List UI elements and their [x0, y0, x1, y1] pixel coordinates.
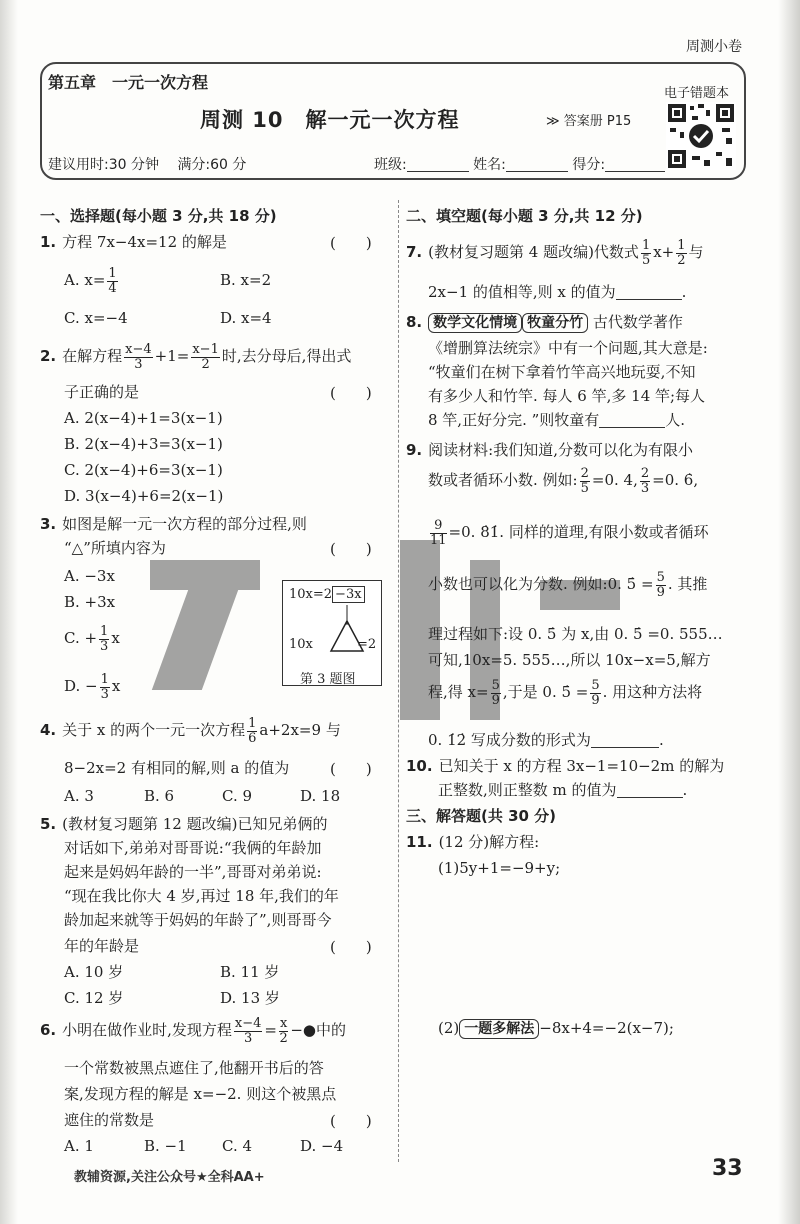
q9-answer-blank[interactable] [591, 734, 659, 748]
q5-line5: 龄加起来就等于妈妈的年龄了”,则哥哥今 [64, 911, 332, 929]
score-label: 得分: [572, 157, 606, 173]
q6-line4: 遮住的常数是 [64, 1111, 155, 1129]
q1-option-d[interactable]: D. x=4 [220, 309, 272, 327]
q3-option-d[interactable]: D. − $\frac{1}{3}$ x [64, 671, 121, 702]
full-score: 满分:60 分 [177, 157, 247, 173]
q1-option-a[interactable]: A. x= $\frac{1}{4}$ [64, 265, 117, 296]
q5-line4: “现在我比你大 4 岁,再过 18 年,我们的年 [64, 887, 339, 905]
q3-option-a[interactable]: A. −3x [64, 567, 115, 585]
name-field[interactable] [506, 158, 568, 172]
q3-answer-paren[interactable]: ( ) [330, 540, 372, 558]
q1-option-c[interactable]: C. x=−4 [64, 309, 128, 327]
chapter-title: 第五章 一元一次方程 [48, 73, 209, 92]
page-title: 周测 10 解一元一次方程 [200, 108, 460, 132]
q2-answer-paren[interactable]: ( ) [330, 384, 372, 402]
q10-answer-blank[interactable] [617, 784, 683, 798]
triangle-icon [323, 605, 373, 665]
q8-line2: 《增删算法统宗》中有一个问题,其大意是: [428, 339, 708, 357]
q5-option-c[interactable]: C. 12 岁 [64, 989, 124, 1007]
score-field[interactable] [605, 158, 665, 172]
q4-option-a[interactable]: A. 3 [64, 787, 94, 805]
page-shadow-right [778, 0, 800, 1224]
q7-line2: 2x−1 的值相等,则 x 的值为 . [428, 283, 687, 301]
q1-option-b[interactable]: B. x=2 [220, 271, 272, 289]
q6-option-a[interactable]: A. 1 [64, 1137, 94, 1155]
qr-label: 电子错题本 [664, 86, 730, 101]
q10-line2: 正整数,则正整数 m 的值为 . [438, 781, 688, 799]
q5-option-d[interactable]: D. 13 岁 [220, 989, 280, 1007]
q4-option-b[interactable]: B. 6 [144, 787, 175, 805]
q9-line8: 0. 1̇2̇ 写成分数的形式为 . [428, 731, 664, 749]
q9-stem: 9. 阅读材料:我们知道,分数可以化为有限小 [406, 441, 693, 459]
q6-option-b[interactable]: B. −1 [144, 1137, 187, 1155]
q3-stem: 3. 如图是解一元一次方程的部分过程,则 [40, 515, 307, 533]
q11-part2: (2) 一题多解法 −8x+4=−2(x−7); [438, 1019, 674, 1037]
q5-stem: 5. (教材复习题第 12 题改编)已知兄弟俩的 [40, 815, 328, 833]
name-label: 姓名: [473, 157, 506, 173]
q2-option-d[interactable]: D. 3(x−4)+6=2(x−1) [64, 487, 224, 505]
q7-answer-blank[interactable] [616, 286, 682, 300]
q2-stem: 2. 在解方程 $\frac{x-4}{3}$ +1= $\frac{x-1}{2}$ 时,去分母后,得出式 [40, 341, 352, 372]
footer-promo: 教辅资源,关注公众号★全科AA+ [74, 1170, 265, 1185]
page-shadow-left [0, 0, 18, 1224]
q4-option-d[interactable]: D. 18 [300, 787, 341, 805]
q5-option-b[interactable]: B. 11 岁 [220, 963, 280, 981]
watermark-shape [150, 560, 260, 590]
q8-answer-blank[interactable] [599, 414, 665, 428]
q3-option-b[interactable]: B. +3x [64, 593, 116, 611]
watermark-shape [152, 590, 238, 690]
q9-line2: 数或者循环小数. 例如: $\frac{2}{5}$ =0. 4, $\frac{2}{3}$ =0. 6̇, [428, 465, 699, 496]
fig-eq-left: 10x [289, 637, 313, 652]
class-label: 班级: [374, 157, 407, 173]
section2-title: 二、填空题(每小题 3 分,共 12 分) [406, 207, 643, 225]
q9-line7: 程,得 x= $\frac{5}{9}$ ,于是 0. 5̇ = $\frac{5}{9}$ . 用这种方法将 [428, 677, 703, 708]
q3-option-c[interactable]: C. + $\frac{1}{3}$ x [64, 623, 120, 654]
q11-stem: 11. (12 分)解方程: [406, 833, 540, 851]
class-field[interactable] [407, 158, 469, 172]
section1-title: 一、选择题(每小题 3 分,共 18 分) [40, 207, 277, 225]
q7-stem: 7. (教材复习题第 4 题改编)代数式 $\frac{1}{5}$ x+ $\frac{1}{2}$ 与 [406, 237, 704, 268]
q6-answer-paren[interactable]: ( ) [330, 1112, 372, 1130]
q10-stem: 10. 已知关于 x 的方程 3x−1=10−2m 的解为 [406, 757, 725, 775]
q11-method-tag: 一题多解法 [459, 1019, 539, 1039]
fig-eq-line1: 10x=2 −3x [289, 587, 365, 602]
q6-line2: 一个常数被黑点遮住了,他翻开书后的答 [64, 1059, 324, 1077]
q5-line3: 起来是妈妈年龄的一半”,哥哥对弟弟说: [64, 863, 322, 881]
q1-stem: 1. 方程 7x−4x=12 的解是 [40, 233, 227, 251]
q4-answer-paren[interactable]: ( ) [330, 760, 372, 778]
q1-answer-paren[interactable]: ( ) [330, 234, 372, 252]
column-divider [398, 200, 399, 1162]
page-number: 33 [712, 1156, 743, 1181]
q4-stem-line2: 8−2x=2 有相同的解,则 a 的值为 [64, 759, 290, 777]
q8-stem: 8. 数学文化情境 牧童分竹 古代数学著作 [406, 313, 683, 331]
q1-number: 1. [40, 233, 57, 251]
q8-tag-topic: 牧童分竹 [522, 313, 588, 333]
q11-part1: (1)5y+1=−9+y; [438, 859, 561, 877]
q3-figure-caption: 第 3 题图 [300, 672, 356, 687]
q2-option-a[interactable]: A. 2(x−4)+1=3(x−1) [64, 409, 223, 427]
q8-tag-culture: 数学文化情境 [428, 313, 522, 333]
qr-code-icon[interactable] [666, 102, 736, 170]
q2-option-c[interactable]: C. 2(x−4)+6=3(x−1) [64, 461, 223, 479]
q8-line4: 有多少人和竹竿. 每人 6 竿,多 14 竿;每人 [428, 387, 706, 405]
q5-answer-paren[interactable]: ( ) [330, 938, 372, 956]
q9-line6: 可知,10x=5. 555…,所以 10x−x=5,解方 [428, 651, 711, 669]
q2-stem-line2: 子正确的是 [64, 383, 140, 401]
q2-option-b[interactable]: B. 2(x−4)+3=3(x−1) [64, 435, 223, 453]
answer-reference: ≫ 答案册 P15 [546, 114, 632, 129]
q5-line6: 年的年龄是 [64, 937, 140, 955]
suggested-time: 建议用时:30 分钟 [48, 157, 159, 173]
q4-stem: 4. 关于 x 的两个一元一次方程 $\frac{1}{6}$ a+2x=9 与 [40, 715, 341, 746]
q8-line3: “牧童们在树下拿着竹竿高兴地玩耍,不知 [428, 363, 696, 381]
info-line [48, 154, 658, 174]
q6-line3: 案,发现方程的解是 x=−2. 则这个被黑点 [64, 1085, 337, 1103]
q5-option-a[interactable]: A. 10 岁 [64, 963, 124, 981]
q6-stem: 6. 小明在做作业时,发现方程 $\frac{x-4}{3}$ = $\frac{x}{2}$ −●中的 [40, 1015, 347, 1046]
fig-eq-right: =2 [357, 637, 377, 652]
q3-stem-line2: “△”所填内容为 [64, 539, 166, 557]
top-tab-label: 周测小卷 [686, 39, 742, 55]
section3-title: 三、解答题(共 30 分) [406, 807, 557, 825]
q9-line5: 理过程如下:设 0. 5̇ 为 x,由 0. 5̇ =0. 555… [428, 625, 723, 643]
q6-option-c[interactable]: C. 4 [222, 1137, 253, 1155]
q9-line4: 小数也可以化为分数. 例如:0. 5̇ = $\frac{5}{9}$ . 其推 [428, 569, 708, 600]
q6-option-d[interactable]: D. −4 [300, 1137, 344, 1155]
q8-line5: 8 竿,正好分完. ”则牧童有 人. [428, 411, 686, 429]
q5-line2: 对话如下,弟弟对哥哥说:“我俩的年龄加 [64, 839, 322, 857]
q4-option-c[interactable]: C. 9 [222, 787, 253, 805]
q9-line3: $\frac{9}{11}$ =0. 8̇1̇. 同样的道理,有限小数或者循环 [430, 517, 709, 548]
